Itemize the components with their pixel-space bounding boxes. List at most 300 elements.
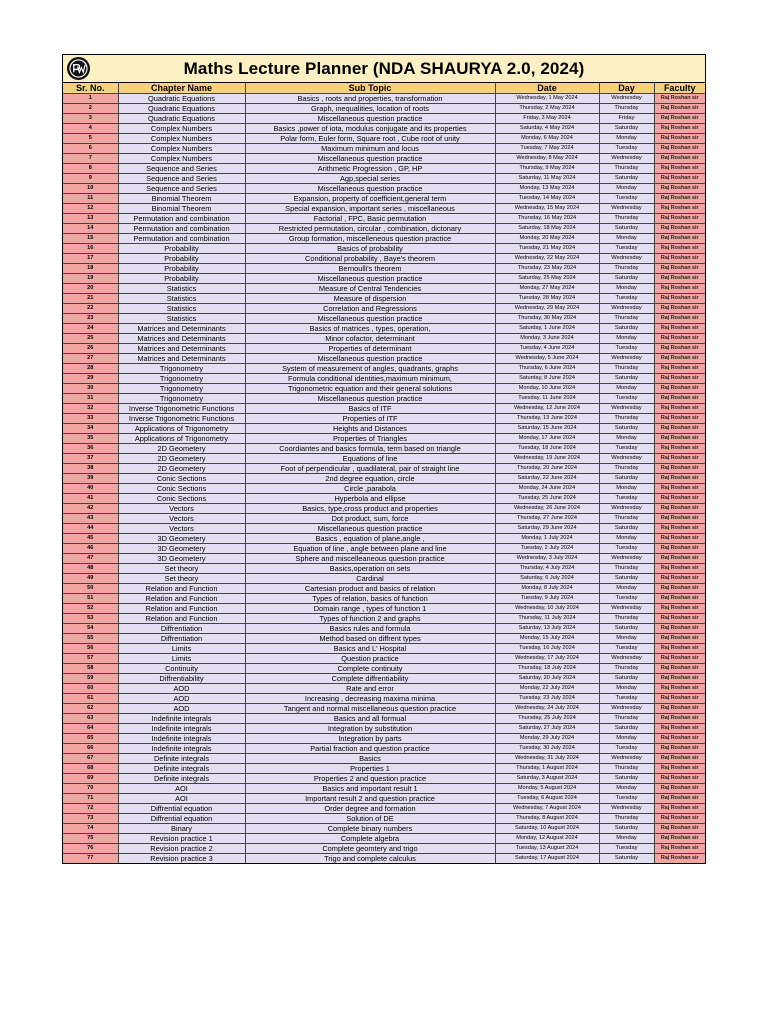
sr-no-cell: 24 <box>63 324 118 334</box>
day-cell: Thursday <box>599 664 654 674</box>
faculty-cell: Raj Roshan sir <box>654 764 705 774</box>
sr-no-cell: 31 <box>63 394 118 404</box>
day-cell: Monday <box>599 734 654 744</box>
sr-no-cell: 22 <box>63 304 118 314</box>
sub-topic-cell: Basics and important result 1 <box>245 784 495 794</box>
sub-topic-cell: Cartesian product and basics of relation <box>245 584 495 594</box>
chapter-name-cell: Revision practice 1 <box>118 834 245 844</box>
sr-no-cell: 67 <box>63 754 118 764</box>
faculty-cell: Raj Roshan sir <box>654 644 705 654</box>
sub-topic-cell: Correlation and Regressions <box>245 304 495 314</box>
table-row <box>63 214 705 224</box>
sr-no-cell: 59 <box>63 674 118 684</box>
sr-no-cell: 73 <box>63 814 118 824</box>
sr-no-cell: 16 <box>63 244 118 254</box>
day-cell: Tuesday <box>599 494 654 504</box>
table-row <box>63 714 705 724</box>
date-cell: Wednesday, 7 August 2024 <box>495 804 599 814</box>
lecture-planner <box>62 54 706 864</box>
table-row <box>63 484 705 494</box>
date-cell: Tuesday, 14 May 2024 <box>495 194 599 204</box>
sub-topic-cell: Miscellaneous question practice <box>245 114 495 124</box>
chapter-name-cell: Binomial Theorem <box>118 204 245 214</box>
date-cell: Wednesday, 24 July 2024 <box>495 704 599 714</box>
faculty-cell: Raj Roshan sir <box>654 324 705 334</box>
faculty-cell: Raj Roshan sir <box>654 354 705 364</box>
table-row <box>63 244 705 254</box>
chapter-name-cell: 3D Geometery <box>118 554 245 564</box>
sub-topic-cell: Properties 2 and question practice <box>245 774 495 784</box>
chapter-name-cell: Indefinite integrals <box>118 744 245 754</box>
day-cell: Tuesday <box>599 144 654 154</box>
sr-no-cell: 46 <box>63 544 118 554</box>
date-cell: Thursday, 13 June 2024 <box>495 414 599 424</box>
sr-no-cell: 45 <box>63 534 118 544</box>
table-row <box>63 604 705 614</box>
faculty-cell: Raj Roshan sir <box>654 184 705 194</box>
sub-topic-cell: Properties of determinant <box>245 344 495 354</box>
table-row <box>63 594 705 604</box>
day-cell: Wednesday <box>599 654 654 664</box>
sub-topic-cell: Types of relation, basics of function <box>245 594 495 604</box>
faculty-cell: Raj Roshan sir <box>654 534 705 544</box>
sub-topic-cell: Miscellaneous question practice <box>245 274 495 284</box>
date-cell: Thursday, 4 July 2024 <box>495 564 599 574</box>
faculty-cell: Raj Roshan sir <box>654 254 705 264</box>
sr-no-cell: 69 <box>63 774 118 784</box>
chapter-name-cell: 3D Geometery <box>118 534 245 544</box>
table-row <box>63 784 705 794</box>
faculty-cell: Raj Roshan sir <box>654 834 705 844</box>
table-row <box>63 204 705 214</box>
date-cell: Saturday, 11 May 2024 <box>495 174 599 184</box>
sub-topic-cell: Miscellaneous question practice <box>245 314 495 324</box>
table-row <box>63 674 705 684</box>
faculty-cell: Raj Roshan sir <box>654 854 705 864</box>
date-cell: Wednesday, 1 May 2024 <box>495 94 599 104</box>
header-chapter-name: Chapter Name <box>118 83 245 94</box>
chapter-name-cell: Inverse Trigonometric Functions <box>118 414 245 424</box>
sub-topic-cell: Rate and error <box>245 684 495 694</box>
table-row <box>63 374 705 384</box>
sr-no-cell: 32 <box>63 404 118 414</box>
sub-topic-cell: Hyperbola and ellipse <box>245 494 495 504</box>
sr-no-cell: 77 <box>63 854 118 864</box>
day-cell: Saturday <box>599 524 654 534</box>
day-cell: Monday <box>599 134 654 144</box>
sr-no-cell: 48 <box>63 564 118 574</box>
day-cell: Tuesday <box>599 444 654 454</box>
sr-no-cell: 26 <box>63 344 118 354</box>
chapter-name-cell: Vectors <box>118 524 245 534</box>
chapter-name-cell: Quadratic Equations <box>118 114 245 124</box>
chapter-name-cell: Matrices and Determinants <box>118 334 245 344</box>
table-row <box>63 394 705 404</box>
sub-topic-cell: Measure of Central Tendencies <box>245 284 495 294</box>
sub-topic-cell: Basics and L' Hospital <box>245 644 495 654</box>
date-cell: Thursday, 2 May 2024 <box>495 104 599 114</box>
date-cell: Monday, 13 May 2024 <box>495 184 599 194</box>
sub-topic-cell: Increasing , decreasing maxima minima <box>245 694 495 704</box>
faculty-cell: Raj Roshan sir <box>654 264 705 274</box>
date-cell: Monday, 6 May 2024 <box>495 134 599 144</box>
sub-topic-cell: Polar form, Euler form, Square root , Cube root of unity <box>245 134 495 144</box>
title-row <box>63 55 705 83</box>
table-row <box>63 104 705 114</box>
chapter-name-cell: AOD <box>118 684 245 694</box>
day-cell: Monday <box>599 484 654 494</box>
table-row <box>63 254 705 264</box>
sr-no-cell: 25 <box>63 334 118 344</box>
sub-topic-cell: Measure of dispersion <box>245 294 495 304</box>
faculty-cell: Raj Roshan sir <box>654 654 705 664</box>
sub-topic-cell: Basics ,power of iota, modulus conjugate and its properties <box>245 124 495 134</box>
chapter-name-cell: AOI <box>118 794 245 804</box>
day-cell: Saturday <box>599 774 654 784</box>
sr-no-cell: 76 <box>63 844 118 854</box>
faculty-cell: Raj Roshan sir <box>654 444 705 454</box>
chapter-name-cell: Permutation and combination <box>118 224 245 234</box>
table-row <box>63 454 705 464</box>
table-header-row <box>63 83 705 94</box>
day-cell: Saturday <box>599 174 654 184</box>
faculty-cell: Raj Roshan sir <box>654 814 705 824</box>
sub-topic-cell: Group formation, miscelleneous question practice <box>245 234 495 244</box>
day-cell: Tuesday <box>599 694 654 704</box>
day-cell: Wednesday <box>599 754 654 764</box>
chapter-name-cell: Applications of Trigonometry <box>118 434 245 444</box>
sr-no-cell: 52 <box>63 604 118 614</box>
date-cell: Wednesday, 19 June 2024 <box>495 454 599 464</box>
day-cell: Tuesday <box>599 244 654 254</box>
faculty-cell: Raj Roshan sir <box>654 464 705 474</box>
chapter-name-cell: Statistics <box>118 294 245 304</box>
chapter-name-cell: Vectors <box>118 504 245 514</box>
faculty-cell: Raj Roshan sir <box>654 494 705 504</box>
faculty-cell: Raj Roshan sir <box>654 194 705 204</box>
chapter-name-cell: Statistics <box>118 304 245 314</box>
chapter-name-cell: Diffrentiability <box>118 674 245 684</box>
faculty-cell: Raj Roshan sir <box>654 674 705 684</box>
chapter-name-cell: Definite integrals <box>118 764 245 774</box>
date-cell: Thursday, 18 July 2024 <box>495 664 599 674</box>
sr-no-cell: 50 <box>63 584 118 594</box>
sr-no-cell: 9 <box>63 174 118 184</box>
date-cell: Monday, 27 May 2024 <box>495 284 599 294</box>
sr-no-cell: 55 <box>63 634 118 644</box>
date-cell: Thursday, 9 May 2024 <box>495 164 599 174</box>
sr-no-cell: 75 <box>63 834 118 844</box>
chapter-name-cell: Inverse Trigonometric Functions <box>118 404 245 414</box>
day-cell: Saturday <box>599 324 654 334</box>
sub-topic-cell: Graph, inequalities, location of roots <box>245 104 495 114</box>
day-cell: Monday <box>599 334 654 344</box>
chapter-name-cell: Complex Numbers <box>118 134 245 144</box>
sr-no-cell: 33 <box>63 414 118 424</box>
sub-topic-cell: Integration by parts <box>245 734 495 744</box>
day-cell: Monday <box>599 634 654 644</box>
sub-topic-cell: Bernoulli's theorem <box>245 264 495 274</box>
table-row <box>63 274 705 284</box>
table-row <box>63 744 705 754</box>
sub-topic-cell: Tangent and normal miscellaneous question practice <box>245 704 495 714</box>
sub-topic-cell: Miscellaneous question practice <box>245 394 495 404</box>
date-cell: Saturday, 15 June 2024 <box>495 424 599 434</box>
chapter-name-cell: 2D Geometery <box>118 454 245 464</box>
day-cell: Tuesday <box>599 394 654 404</box>
date-cell: Monday, 24 June 2024 <box>495 484 599 494</box>
date-cell: Tuesday, 30 July 2024 <box>495 744 599 754</box>
table-row <box>63 564 705 574</box>
date-cell: Tuesday, 13 August 2024 <box>495 844 599 854</box>
date-cell: Saturday, 13 July 2024 <box>495 624 599 634</box>
faculty-cell: Raj Roshan sir <box>654 224 705 234</box>
sub-topic-cell: Properties 1 <box>245 764 495 774</box>
day-cell: Saturday <box>599 674 654 684</box>
sub-topic-cell: Complete diffrentiability <box>245 674 495 684</box>
date-cell: Saturday, 20 July 2024 <box>495 674 599 684</box>
day-cell: Saturday <box>599 124 654 134</box>
sr-no-cell: 5 <box>63 134 118 144</box>
day-cell: Monday <box>599 784 654 794</box>
faculty-cell: Raj Roshan sir <box>654 474 705 484</box>
chapter-name-cell: Vectors <box>118 514 245 524</box>
sr-no-cell: 53 <box>63 614 118 624</box>
sr-no-cell: 62 <box>63 704 118 714</box>
date-cell: Tuesday, 16 July 2024 <box>495 644 599 654</box>
table-row <box>63 794 705 804</box>
sub-topic-cell: Trigonometric equation and their general solutions <box>245 384 495 394</box>
chapter-name-cell: Indefinite integrals <box>118 734 245 744</box>
table-row <box>63 724 705 734</box>
day-cell: Saturday <box>599 854 654 864</box>
chapter-name-cell: Binary <box>118 824 245 834</box>
sub-topic-cell: Basics of probability <box>245 244 495 254</box>
table-row <box>63 854 705 864</box>
faculty-cell: Raj Roshan sir <box>654 704 705 714</box>
date-cell: Wednesday, 22 May 2024 <box>495 254 599 264</box>
date-cell: Monday, 12 August 2024 <box>495 834 599 844</box>
chapter-name-cell: Relation and Function <box>118 594 245 604</box>
day-cell: Wednesday <box>599 304 654 314</box>
sub-topic-cell: Complete geomtery and trigo <box>245 844 495 854</box>
chapter-name-cell: Indefinite integrals <box>118 714 245 724</box>
date-cell: Wednesday, 12 June 2024 <box>495 404 599 414</box>
sub-topic-cell: Minor cofactor, determinant <box>245 334 495 344</box>
chapter-name-cell: 2D Geometery <box>118 444 245 454</box>
chapter-name-cell: Trigonometry <box>118 394 245 404</box>
sr-no-cell: 30 <box>63 384 118 394</box>
faculty-cell: Raj Roshan sir <box>654 604 705 614</box>
date-cell: Wednesday, 26 June 2024 <box>495 504 599 514</box>
pw-logo-icon <box>67 57 90 80</box>
faculty-cell: Raj Roshan sir <box>654 94 705 104</box>
sub-topic-cell: Agp,special series <box>245 174 495 184</box>
table-row <box>63 534 705 544</box>
faculty-cell: Raj Roshan sir <box>654 594 705 604</box>
day-cell: Thursday <box>599 464 654 474</box>
day-cell: Tuesday <box>599 544 654 554</box>
date-cell: Monday, 29 July 2024 <box>495 734 599 744</box>
chapter-name-cell: Relation and Function <box>118 614 245 624</box>
faculty-cell: Raj Roshan sir <box>654 394 705 404</box>
chapter-name-cell: Permutation and combination <box>118 234 245 244</box>
sub-topic-cell: Cardinal <box>245 574 495 584</box>
table-row <box>63 544 705 554</box>
table-row <box>63 584 705 594</box>
planner-table <box>63 83 705 863</box>
faculty-cell: Raj Roshan sir <box>654 664 705 674</box>
table-row <box>63 424 705 434</box>
sr-no-cell: 61 <box>63 694 118 704</box>
date-cell: Thursday, 1 August 2024 <box>495 764 599 774</box>
faculty-cell: Raj Roshan sir <box>654 344 705 354</box>
date-cell: Saturday, 17 August 2024 <box>495 854 599 864</box>
table-row <box>63 224 705 234</box>
sub-topic-cell: Formula conditional identities,maximum minimum, <box>245 374 495 384</box>
sub-topic-cell: Partial fraction and question practice <box>245 744 495 754</box>
sub-topic-cell: Equation of line , angle between plane and line <box>245 544 495 554</box>
chapter-name-cell: Relation and Function <box>118 604 245 614</box>
chapter-name-cell: Permutation and combination <box>118 214 245 224</box>
sr-no-cell: 29 <box>63 374 118 384</box>
sr-no-cell: 43 <box>63 514 118 524</box>
day-cell: Tuesday <box>599 744 654 754</box>
table-row <box>63 694 705 704</box>
sub-topic-cell: Miscellaneous question practice <box>245 524 495 534</box>
chapter-name-cell: Trigonometry <box>118 374 245 384</box>
date-cell: Tuesday, 7 May 2024 <box>495 144 599 154</box>
day-cell: Thursday <box>599 714 654 724</box>
date-cell: Wednesday, 29 May 2024 <box>495 304 599 314</box>
date-cell: Monday, 10 June 2024 <box>495 384 599 394</box>
table-row <box>63 824 705 834</box>
table-row <box>63 494 705 504</box>
sub-topic-cell: Basics of matrices , types, operation, <box>245 324 495 334</box>
day-cell: Saturday <box>599 224 654 234</box>
sr-no-cell: 49 <box>63 574 118 584</box>
faculty-cell: Raj Roshan sir <box>654 414 705 424</box>
date-cell: Monday, 17 June 2024 <box>495 434 599 444</box>
page-title: Maths Lecture Planner (NDA SHAURYA 2.0, 2024) <box>183 58 585 78</box>
faculty-cell: Raj Roshan sir <box>654 154 705 164</box>
table-row <box>63 184 705 194</box>
date-cell: Tuesday, 18 June 2024 <box>495 444 599 454</box>
sr-no-cell: 71 <box>63 794 118 804</box>
day-cell: Thursday <box>599 164 654 174</box>
date-cell: Saturday, 1 June 2024 <box>495 324 599 334</box>
table-row <box>63 574 705 584</box>
table-row <box>63 834 705 844</box>
faculty-cell: Raj Roshan sir <box>654 404 705 414</box>
faculty-cell: Raj Roshan sir <box>654 774 705 784</box>
sr-no-cell: 38 <box>63 464 118 474</box>
sr-no-cell: 47 <box>63 554 118 564</box>
sub-topic-cell: Equations of line <box>245 454 495 464</box>
faculty-cell: Raj Roshan sir <box>654 524 705 534</box>
table-row <box>63 154 705 164</box>
day-cell: Saturday <box>599 474 654 484</box>
sr-no-cell: 13 <box>63 214 118 224</box>
date-cell: Saturday, 22 June 2024 <box>495 474 599 484</box>
table-row <box>63 664 705 674</box>
sub-topic-cell: Complete algebra <box>245 834 495 844</box>
table-row <box>63 294 705 304</box>
chapter-name-cell: Sequence and Series <box>118 174 245 184</box>
day-cell: Saturday <box>599 724 654 734</box>
date-cell: Saturday, 6 July 2024 <box>495 574 599 584</box>
sr-no-cell: 18 <box>63 264 118 274</box>
sr-no-cell: 60 <box>63 684 118 694</box>
chapter-name-cell: AOD <box>118 694 245 704</box>
day-cell: Saturday <box>599 824 654 834</box>
chapter-name-cell: Definite integrals <box>118 774 245 784</box>
sub-topic-cell: Basics of ITF <box>245 404 495 414</box>
day-cell: Thursday <box>599 614 654 624</box>
faculty-cell: Raj Roshan sir <box>654 274 705 284</box>
day-cell: Saturday <box>599 624 654 634</box>
date-cell: Thursday, 27 June 2024 <box>495 514 599 524</box>
day-cell: Monday <box>599 834 654 844</box>
sr-no-cell: 54 <box>63 624 118 634</box>
table-row <box>63 114 705 124</box>
sr-no-cell: 57 <box>63 654 118 664</box>
day-cell: Wednesday <box>599 204 654 214</box>
faculty-cell: Raj Roshan sir <box>654 134 705 144</box>
chapter-name-cell: AOI <box>118 784 245 794</box>
sub-topic-cell: Question practice <box>245 654 495 664</box>
faculty-cell: Raj Roshan sir <box>654 314 705 324</box>
chapter-name-cell: Complex Numbers <box>118 144 245 154</box>
table-row <box>63 334 705 344</box>
chapter-name-cell: 2D Geometery <box>118 464 245 474</box>
faculty-cell: Raj Roshan sir <box>654 614 705 624</box>
date-cell: Wednesday, 31 July 2024 <box>495 754 599 764</box>
faculty-cell: Raj Roshan sir <box>654 304 705 314</box>
day-cell: Monday <box>599 434 654 444</box>
chapter-name-cell: Relation and Function <box>118 584 245 594</box>
chapter-name-cell: Matrices and Determinants <box>118 344 245 354</box>
chapter-name-cell: Matrices and Determinants <box>118 354 245 364</box>
sub-topic-cell: Heights and Distances <box>245 424 495 434</box>
sr-no-cell: 2 <box>63 104 118 114</box>
faculty-cell: Raj Roshan sir <box>654 364 705 374</box>
date-cell: Saturday, 25 May 2024 <box>495 274 599 284</box>
day-cell: Tuesday <box>599 344 654 354</box>
sr-no-cell: 35 <box>63 434 118 444</box>
chapter-name-cell: Applications of Trigonometry <box>118 424 245 434</box>
faculty-cell: Raj Roshan sir <box>654 294 705 304</box>
date-cell: Saturday, 29 June 2024 <box>495 524 599 534</box>
day-cell: Monday <box>599 684 654 694</box>
day-cell: Monday <box>599 534 654 544</box>
table-row <box>63 284 705 294</box>
faculty-cell: Raj Roshan sir <box>654 804 705 814</box>
date-cell: Saturday, 27 July 2024 <box>495 724 599 734</box>
sub-topic-cell: Conditional probability , Baye's theorem <box>245 254 495 264</box>
chapter-name-cell: Diffrentiation <box>118 634 245 644</box>
chapter-name-cell: Binomial Theorem <box>118 194 245 204</box>
faculty-cell: Raj Roshan sir <box>654 174 705 184</box>
date-cell: Saturday, 18 May 2024 <box>495 224 599 234</box>
day-cell: Tuesday <box>599 294 654 304</box>
sr-no-cell: 14 <box>63 224 118 234</box>
day-cell: Wednesday <box>599 504 654 514</box>
sub-topic-cell: 2nd degree equation, circle <box>245 474 495 484</box>
sub-topic-cell: Basics , roots and properties, transformation <box>245 94 495 104</box>
chapter-name-cell: Statistics <box>118 314 245 324</box>
sr-no-cell: 37 <box>63 454 118 464</box>
